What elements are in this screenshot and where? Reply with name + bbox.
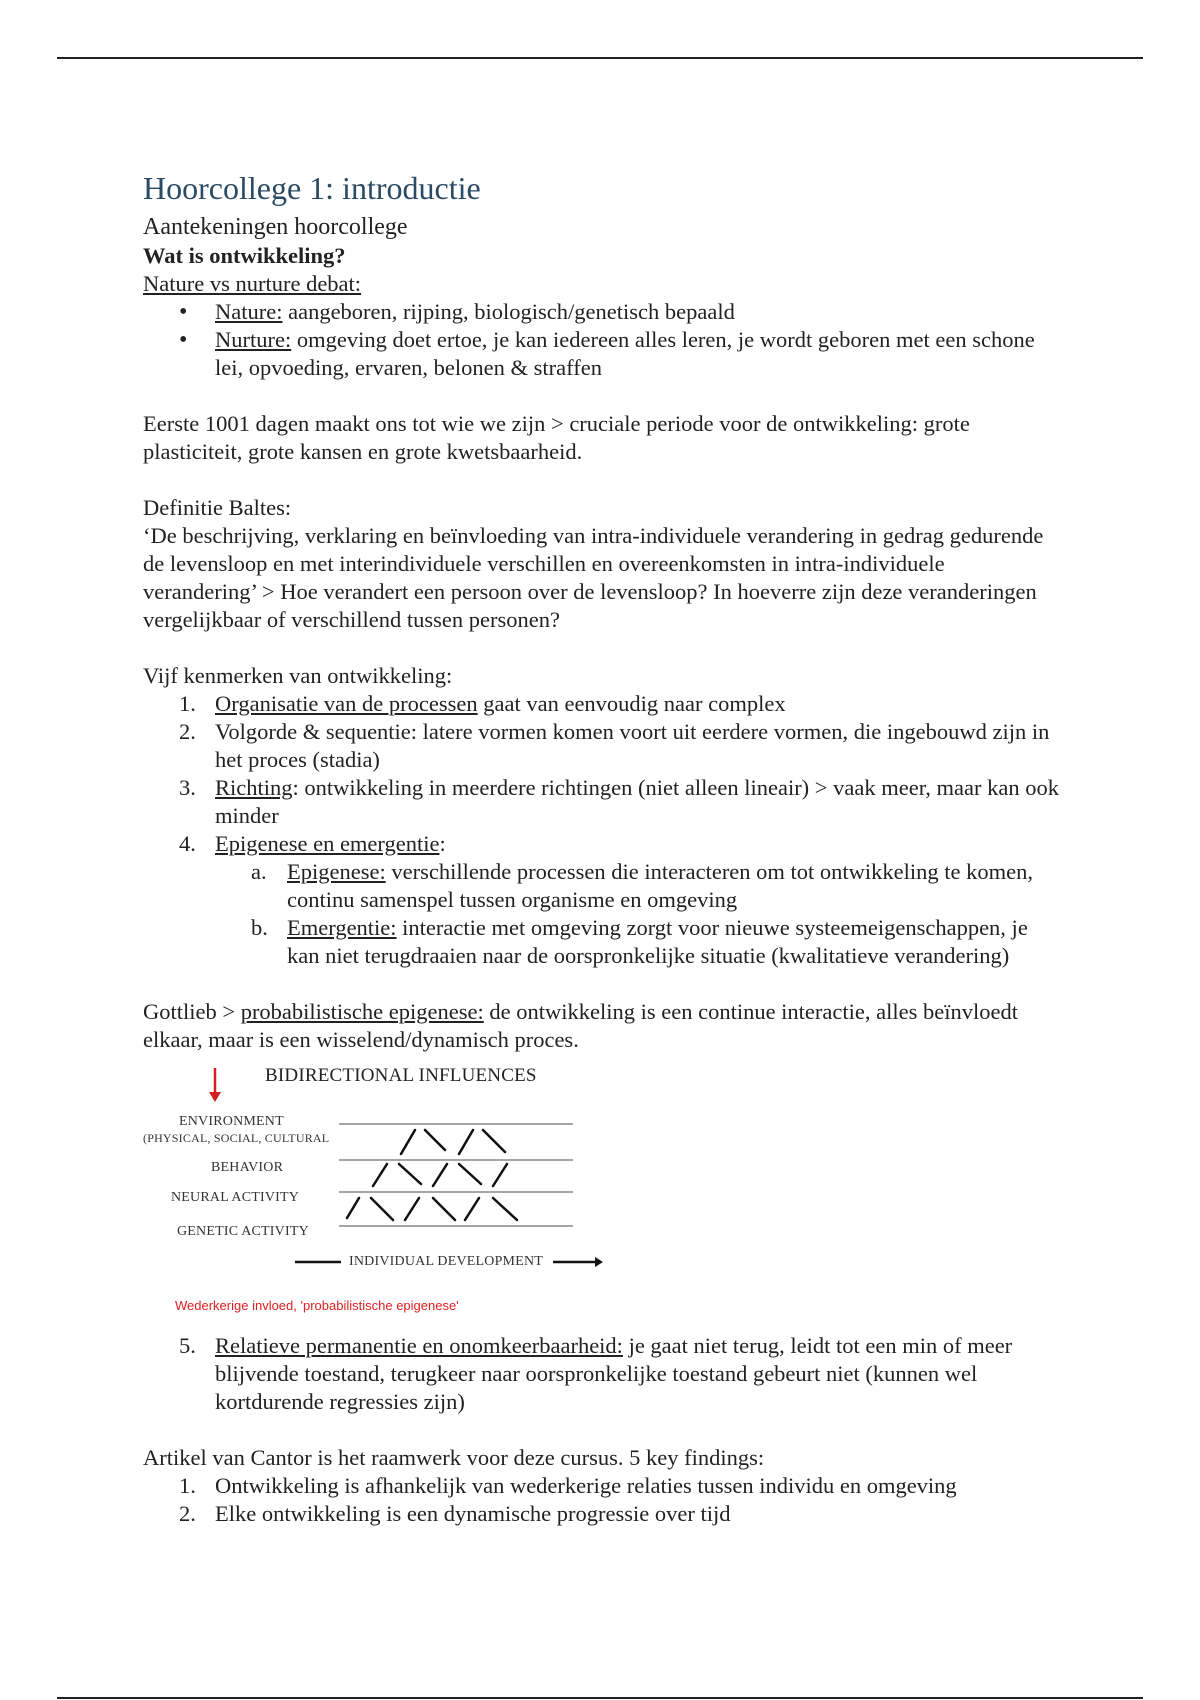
kenmerken-heading: Vijf kenmerken van ontwikkeling:: [143, 663, 453, 688]
gottlieb-prefix: Gottlieb >: [143, 999, 241, 1024]
term: Emergentie:: [287, 915, 397, 940]
sub-list-item: [251, 914, 1063, 970]
figure-title: BIDIRECTIONAL INFLUENCES: [265, 1065, 537, 1086]
list-item: [215, 326, 1063, 382]
definition: je gaat niet terug, leidt tot een min of meer blijvende toestand, terugkeer naar oorspronkelijke toestand gebeurt niet (kunnen wel kortdurende regressies zijn): [215, 1333, 1013, 1414]
definition: aangeboren, rijping, biologisch/genetisch bepaald: [282, 299, 735, 324]
bidirectional-influences-figure: [143, 1056, 603, 1326]
kenmerken-list: [143, 690, 1063, 970]
paragraph-1001-dagen: Eerste 1001 dagen maakt ons tot wie we zijn > cruciale periode voor de ontwikkeling: grote plasticiteit, grote kansen en grote kwetsbaarheid.: [143, 411, 970, 464]
kenmerken-list-continued: [143, 1332, 1063, 1416]
level-label: ENVIRONMENT: [179, 1114, 284, 1129]
term: Epigenese en emergentie: [215, 831, 440, 856]
definition: interactie met omgeving zorgt voor nieuwe systeemeigenschappen, je kan niet terugdraaien naar de oorspronkelijke situatie (kwalitatieve verandering): [287, 915, 1028, 968]
level-label: NEURAL ACTIVITY: [171, 1190, 300, 1205]
level-sublabel: (PHYSICAL, SOCIAL, CULTURAL: [143, 1131, 330, 1145]
term: Nature:: [215, 299, 283, 324]
document-body: [143, 160, 1063, 1528]
list-number: 2.: [179, 1501, 196, 1526]
red-arrow-head-icon: [209, 1092, 221, 1102]
definition: de ontwikkeling is een continue interactie, alles beïnvloedt elkaar, maar is een wisselend/dynamisch proces.: [143, 999, 1018, 1052]
list-item: [179, 1500, 1063, 1528]
bottom-rule: [57, 1697, 1143, 1699]
term: Nurture:: [215, 327, 292, 352]
level-label: GENETIC ACTIVITY: [177, 1224, 309, 1239]
axis-label: INDIVIDUAL DEVELOPMENT: [349, 1254, 544, 1269]
list-number: 5.: [179, 1333, 196, 1358]
list-item: [179, 690, 1063, 718]
list-item: [215, 298, 1063, 326]
cantor-heading: Artikel van Cantor is het raamwerk voor deze cursus. 5 key findings:: [143, 1445, 765, 1470]
nature-nurture-heading: Nature vs nurture debat:: [143, 271, 362, 296]
list-letter: a.: [251, 859, 267, 884]
list-letter: b.: [251, 915, 268, 940]
definition: :: [439, 831, 446, 856]
list-number: 4.: [179, 831, 196, 856]
definition: gaat van eenvoudig naar complex: [477, 691, 786, 716]
list-item: [179, 718, 1063, 774]
term: Organisatie van de processen: [215, 691, 478, 716]
term: probabilistische epigenese:: [240, 999, 484, 1024]
list-number: 3.: [179, 775, 196, 800]
term: Richting: [215, 775, 293, 800]
level-label: BEHAVIOR: [211, 1160, 284, 1175]
definition: : ontwikkeling in meerdere richtingen (niet alleen lineair) > vaak meer, maar kan ook minder: [215, 775, 1059, 828]
cantor-list: [143, 1472, 1063, 1528]
list-number: 2.: [179, 719, 196, 744]
section-heading: Wat is ontwikkeling?: [143, 243, 346, 268]
baltes-heading: Definitie Baltes:: [143, 495, 292, 520]
axis-arrow-head-icon: [595, 1257, 603, 1267]
gottlieb-paragraph: [143, 998, 1063, 1054]
figure-caption: Wederkerige invloed, 'probabilistische epigenese': [175, 1298, 459, 1313]
page-subtitle: Aantekeningen hoorcollege: [143, 214, 408, 240]
term: Epigenese:: [287, 859, 386, 884]
list-item: [179, 774, 1063, 830]
definition: Volgorde & sequentie: latere vormen komen voort uit eerdere vormen, die ingebouwd zijn in het proces (stadia): [215, 719, 1050, 772]
list-item: [179, 830, 1063, 970]
definition: verschillende processen die interacteren om tot ontwikkeling te komen, continu samenspel tussen organisme en omgeving: [287, 859, 1034, 912]
sub-list: [215, 858, 1063, 970]
baltes-definition: ‘De beschrijving, verklaring en beïnvloeding van intra-individuele verandering in gedrag gedurende de levensloop en met interindividuele verschillen en overeenkomsten in intra-individuele verandering’ > Hoe verandert een persoon over de levensloop? In hoeverre zijn deze veranderingen vergelijkbaar of verschillend tussen personen?: [143, 523, 1044, 632]
nature-nurture-list: [143, 298, 1063, 382]
top-rule: [57, 57, 1143, 59]
term: Relatieve permanentie en onomkeerbaarheid:: [215, 1333, 623, 1358]
list-number: 1.: [179, 1473, 196, 1498]
list-item: [179, 1332, 1063, 1416]
page-title: Hoorcollege 1: introductie: [143, 170, 481, 206]
definition: Ontwikkeling is afhankelijk van wederkerige relaties tussen individu en omgeving: [215, 1473, 957, 1498]
definition: Elke ontwikkeling is een dynamische progressie over tijd: [215, 1501, 731, 1526]
definition: omgeving doet ertoe, je kan iedereen alles leren, je wordt geboren met een schone lei, opvoeding, ervaren, belonen & straffen: [215, 327, 1035, 380]
sub-list-item: [251, 858, 1063, 914]
list-number: 1.: [179, 691, 196, 716]
list-item: [179, 1472, 1063, 1500]
